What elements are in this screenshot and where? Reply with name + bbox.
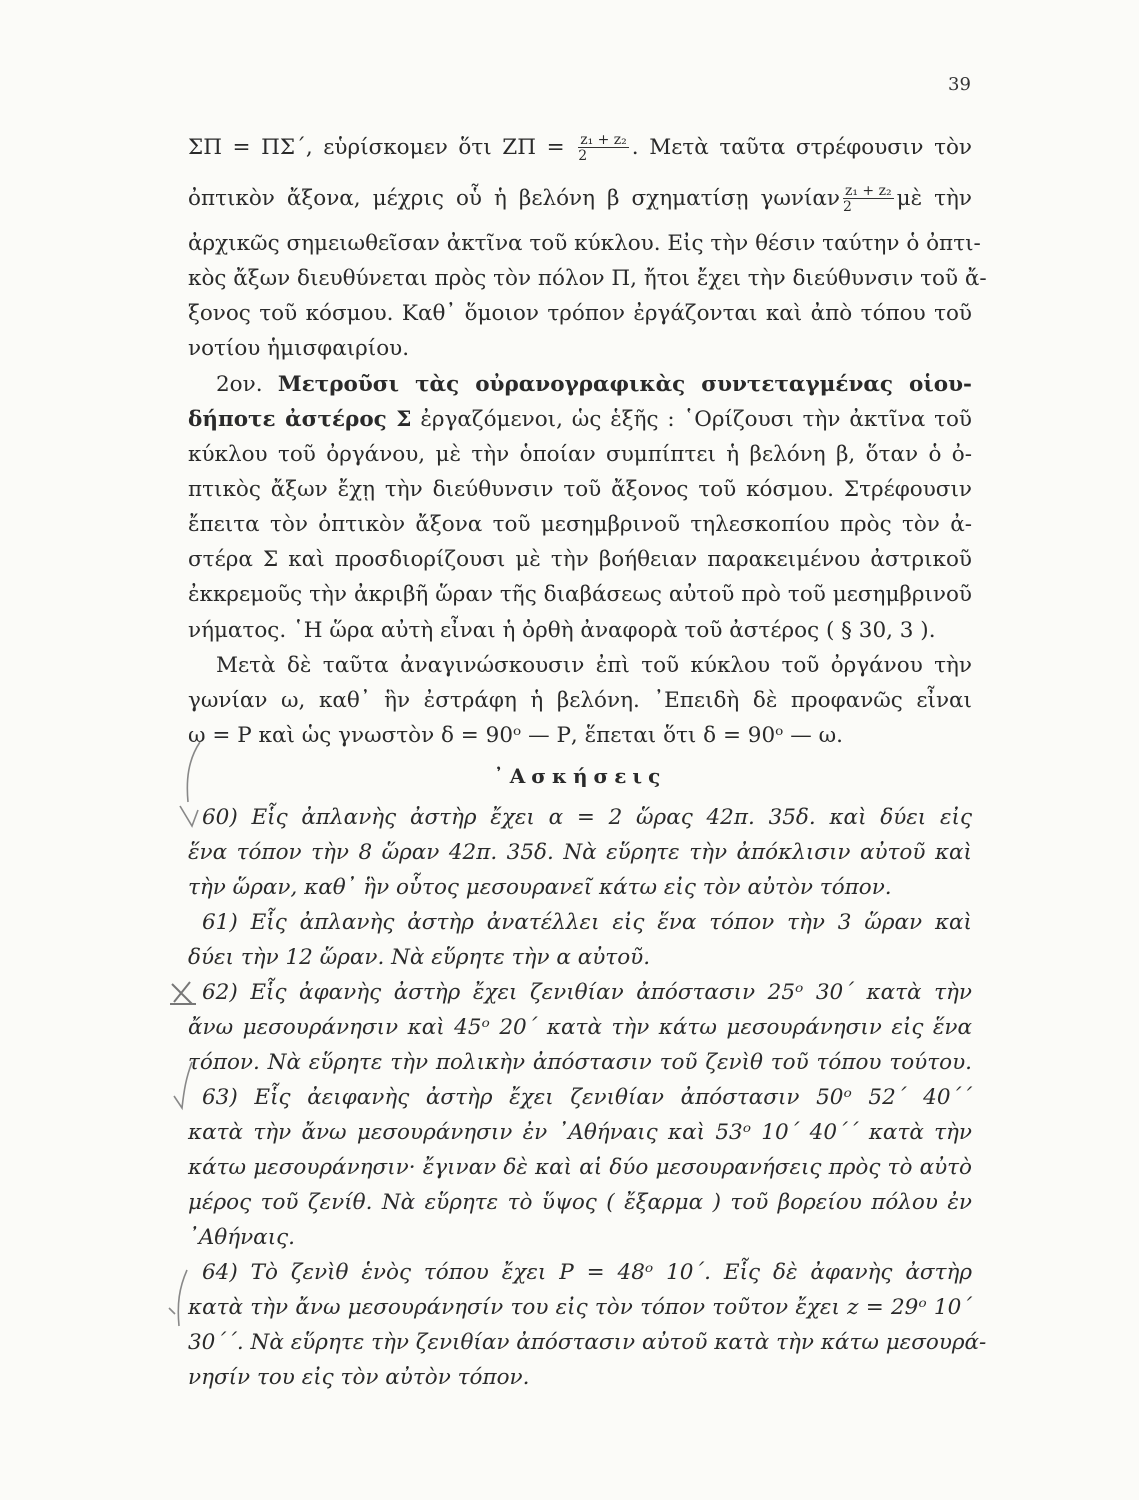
exercise-line: τόπον. Νὰ εὕρητε τὴν πολικὴν ἀπόστασιν τοῦ ζενὶθ τοῦ τόπου τούτου. — [188, 1050, 972, 1075]
exercise-line: κατὰ τὴν ἄνω μεσουράνησίν του εἰς τὸν τόπον τοῦτον ἔχει z = 29ᵒ 10΄ — [188, 1295, 972, 1320]
exercise-line: τὴν ὥραν, καθ᾽ ἣν οὗτος μεσουρανεῖ κάτω εἰς τὸν αὐτὸν τόπον. — [188, 875, 892, 900]
exercise-line: 62) Εἷς ἀφανὴς ἀστὴρ ἔχει ζενιθίαν ἀπόστασιν 25ᵒ 30΄ κατὰ τὴν — [202, 980, 972, 1005]
exercise-line: μέρος τοῦ ζενίθ. Νὰ εὕρητε τὸ ὕψος ( ἔξαρμα ) τοῦ βορείου πόλου ἐν — [188, 1190, 972, 1215]
fraction: $\frac{\text{z₁ + z₂}}{2}$ — [578, 132, 627, 164]
text-line: ω = Ρ καὶ ὡς γνωστὸν δ = 90ᵒ — Ρ, ἕπεται ὅτι δ = 90ᵒ — ω. — [188, 723, 843, 748]
text-line: δήποτε ἀστέρος Σ ἐργαζόμενοι, ὡς ἑξῆς : ῾Ορίζουσι τὴν ἀκτῖνα τοῦ — [188, 407, 973, 432]
pencil-checkmark-icon — [168, 1060, 198, 1120]
text-line: ἔπειτα τὸν ὀπτικὸν ἄξονα τοῦ μεσημβρινοῦ τηλεσκοπίου πρὸς τὸν ἀ- — [188, 512, 972, 537]
section-heading: ᾽Ασκήσεις — [493, 764, 667, 788]
exercise-line: 64) Τὸ ζενὶθ ἑνὸς τόπου ἔχει Ρ = 48ᵒ 10΄. Εἷς δὲ ἀφανὴς ἀστὴρ — [202, 1260, 972, 1285]
exercise-line: ἕνα τόπον τὴν 8 ὥραν 42π. 35δ. Νὰ εὕρητε τὴν ἀπόκλισιν αὐτοῦ καὶ — [188, 840, 972, 865]
text-line: ἐκκρεμοῦς τὴν ἀκριβῆ ὥραν τῆς διαβάσεως αὐτοῦ πρὸ τοῦ μεσημβρινοῦ — [188, 582, 972, 607]
text-line: Μετὰ δὲ ταῦτα ἀναγινώσκουσιν ἐπὶ τοῦ κύκλου τοῦ ὀργάνου τὴν — [216, 653, 972, 678]
text-line: 2ον. Μετροῦσι τὰς οὐρανογραφικὰς συντεταγμένας οἱου- — [216, 372, 972, 397]
exercise-line: κάτω μεσουράνησιν· ἔγιναν δὲ καὶ αἱ δύο μεσουρανήσεις πρὸς τὸ αὐτὸ — [188, 1155, 972, 1180]
pencil-cross-icon — [168, 978, 198, 1008]
exercise-line: ᾽Αθήναις. — [188, 1225, 295, 1250]
text-line: νοτίου ἡμισφαιρίου. — [188, 336, 410, 361]
pencil-checkmark-icon — [170, 740, 210, 830]
exercise-line: 30΄΄. Νὰ εὕρητε τὴν ζενιθίαν ἀπόστασιν αὐτοῦ κατὰ τὴν κάτω μεσουρά- — [188, 1330, 987, 1355]
text-line: ὀπτικὸν ἄξονα, μέχρις οὗ ἡ βελόνη β σχηματίσῃ γωνίαν $\frac{\text{z₁ + z₂}}{2}$ μὲ τὴν — [188, 183, 972, 215]
text-line: ΣΠ = ΠΣ΄, εὑρίσκομεν ὅτι ΖΠ = $\frac{\text{z₁ + z₂}}{2}$ . Μετὰ ταῦτα στρέφουσιν τὸν — [188, 132, 972, 164]
text-line: ἀρχικῶς σημειωθεῖσαν ἀκτῖνα τοῦ κύκλου. Εἰς τὴν θέσιν ταύτην ὁ ὀπτι- — [188, 231, 981, 256]
text-line: ξονος τοῦ κόσμου. Καθ᾽ ὅμοιον τρόπον ἐργάζονται καὶ ἀπὸ τόπου τοῦ — [188, 301, 972, 326]
text-line: νήματος. ῾Η ὥρα αὐτὴ εἶναι ἡ ὀρθὴ ἀναφορὰ τοῦ ἀστέρος ( § 30, 3 ). — [188, 618, 936, 643]
exercise-line: 63) Εἷς ἀειφανὴς ἀστὴρ ἔχει ζενιθίαν ἀπόστασιν 50ᵒ 52΄ 40΄΄ — [202, 1085, 972, 1110]
exercise-line: δύει τὴν 12 ὥραν. Νὰ εὕρητε τὴν α αὐτοῦ. — [188, 945, 651, 970]
exercise-line: κατὰ τὴν ἄνω μεσουράνησιν ἐν ᾽Αθήναις καὶ 53ᵒ 10΄ 40΄΄ κατὰ τὴν — [188, 1120, 972, 1145]
exercise-line: 61) Εἷς ἀπλανὴς ἀστὴρ ἀνατέλλει εἰς ἕνα τόπον τὴν 3 ὥραν καὶ — [202, 910, 972, 935]
exercise-line: νησίν του εἰς τὸν αὐτὸν τόπον. — [188, 1365, 530, 1390]
text-line: κύκλου τοῦ ὀργάνου, μὲ τὴν ὁποίαν συμπίπτει ἡ βελόνη β, ὅταν ὁ ὀ- — [188, 442, 972, 467]
exercise-line: ἄνω μεσουράνησιν καὶ 45ᵒ 20΄ κατὰ τὴν κάτω μεσουράνησιν εἰς ἕνα — [188, 1015, 972, 1040]
pencil-checkmark-icon — [165, 1268, 199, 1338]
exercise-line: 60) Εἷς ἀπλανὴς ἀστὴρ ἔχει α = 2 ὥρας 42π. 35δ. καὶ δύει εἰς — [202, 805, 972, 830]
text-line: πτικὸς ἄξων ἔχῃ τὴν διεύθυνσιν τοῦ ἄξονος τοῦ κόσμου. Στρέφουσιν — [188, 477, 972, 502]
text-line: στέρα Σ καὶ προσδιορίζουσι μὲ τὴν βοήθειαν παρακειμένου ἀστρικοῦ — [188, 547, 972, 572]
text-line: κὸς ἄξων διευθύνεται πρὸς τὸν πόλον Π, ἤτοι ἔχει τὴν διεύθυνσιν τοῦ ἄ- — [188, 266, 987, 291]
fraction: $\frac{\text{z₁ + z₂}}{2}$ — [842, 183, 892, 215]
page-number: 39 — [948, 74, 971, 95]
text-line: γωνίαν ω, καθ᾽ ἣν ἐστράφη ἡ βελόνη. ᾽Επειδὴ δὲ προφανῶς εἶναι — [188, 688, 972, 713]
